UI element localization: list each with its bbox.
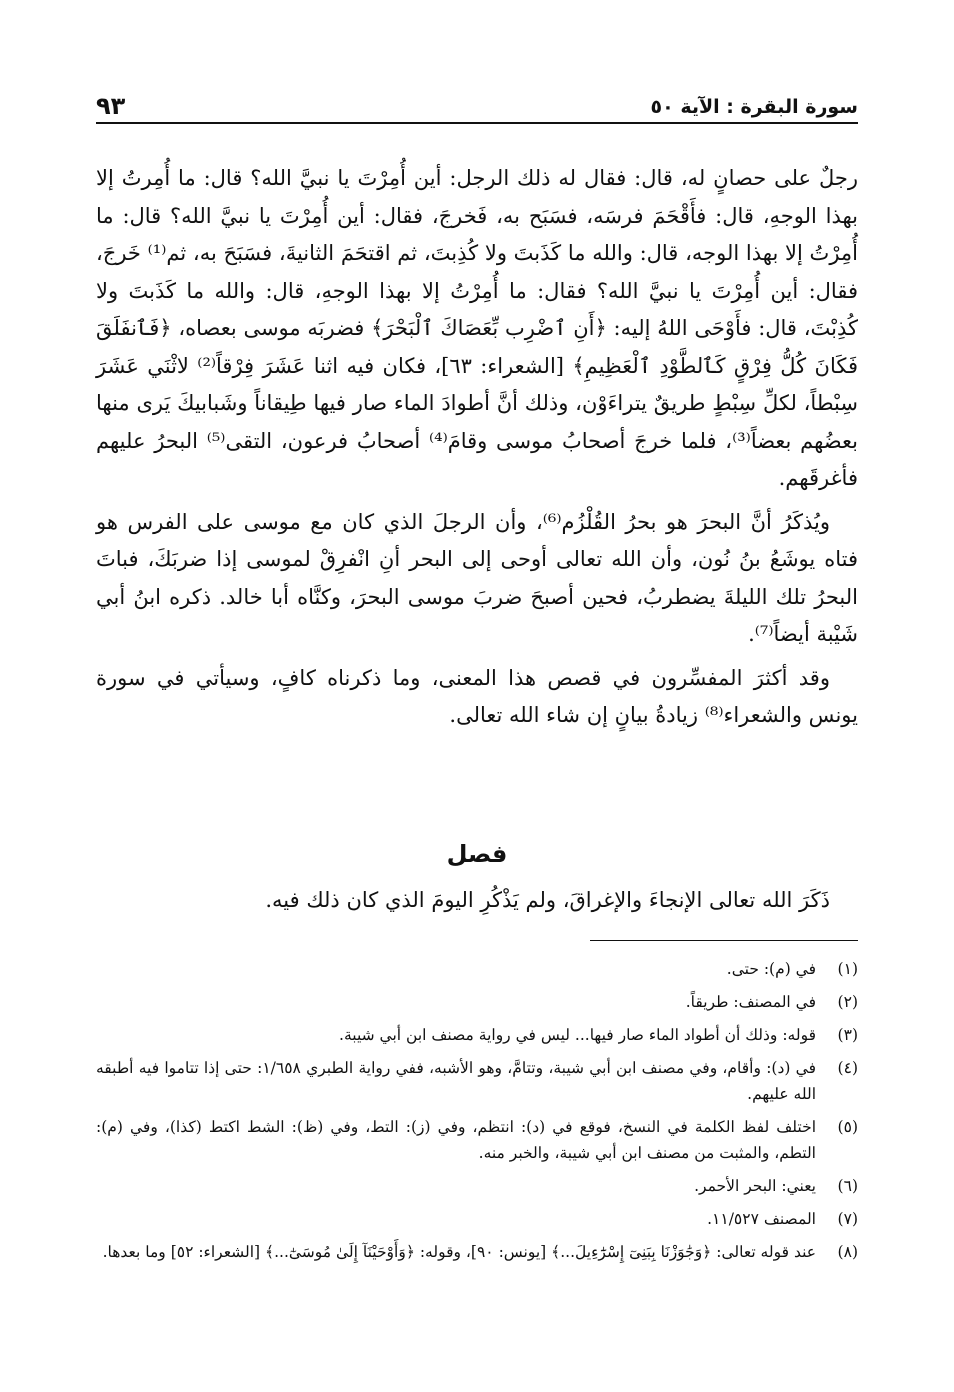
footnote-number: (٣) bbox=[837, 1026, 858, 1044]
paragraph: وقد أكثرَ المفسِّرون في قصص هذا المعنى، وما ذكرناه كافٍ، وسيأتي في سورة يونس والشعراء⁽⁸⁾ زيادةُ بيانٍ إن شاء الله تعالى. bbox=[96, 665, 858, 727]
section-heading: فصل bbox=[446, 840, 508, 868]
footnote bbox=[96, 1114, 858, 1166]
footnote-text: قوله: وذلك أن أطواد الماء صار فيها... ليس في رواية مصنف ابن أبي شيبة. bbox=[339, 1026, 816, 1044]
footnotes bbox=[96, 956, 858, 1272]
footnote-number: (٨) bbox=[837, 1243, 858, 1261]
footnote-number: (٢) bbox=[837, 993, 858, 1011]
footnote-text: في (د): وأقام، وفي مصنف ابن أبي شيبة، وتتامَّ، وهو الأشبه، ففي رواية الطبري ١/٦٥٨: حتى إذا تتاموا فيه أطبقه الله عليهم. bbox=[96, 1059, 816, 1103]
running-title: سورة البقرة : الآية ٥٠ bbox=[650, 96, 858, 118]
footnote bbox=[96, 1206, 858, 1232]
footnote-divider bbox=[590, 940, 858, 941]
footnote bbox=[96, 1022, 858, 1048]
paragraph: رجلٌ على حصانٍ له، قال: فقال له ذلك الرجل: أين أُمِرْتَ يا نبيَّ الله؟ قال: ما أُمِرتُ إلا بهذا الوجهِ، قال: فأَقْحَمَ فرسَه، فسَبَح به، فَخرجَ، فقال: أين أُمِرْتَ يا نبيَّ الله؟ قال: ما أُمِرْتُ إلا بهذا الوجه، قال: والله ما كَذَبتَ ولا كُذِبتَ، ثم اقتحَمَ الثانيةَ، فسَبَحَ به، ثم⁽¹⁾ خَرجَ، فقال: أين أُمِرْتَ يا نبيَّ الله؟ فقال: ما أُمِرْتُ إلا بهذا الوجهِ، قال: والله ما كَذَبتَ ولا كُذِبْتَ، قال: فأَوْحَى اللهُ إليه: ﴿أَنِ ٱضْرِب بِّعَصَاكَ ٱلْبَحْرَ﴾ فضربَه موسى بعصاه، ﴿فَٱنفَلَقَ فَكَانَ كُلُّ فِرْقٍ كَٱلطَّوْدِ ٱلْعَظِيمِ﴾ [الشعراء: ٦٣]، فكان فيه اثنا عَشَرَ فِرْقاً⁽²⁾ لاثْنَي عَشَرَ سِبْطاً، لكلِّ سِبْطٍ طريقٌ يتراءَوْن، وذلك أنَّ أطوادَ الماء صار فيها طِيقاناً وشَبابيكَ يَرى منها بعضُهم بعضاً⁽³⁾، فلما خرجَ أصحابُ موسى وقامَ⁽⁴⁾ أصحابُ فرعون، التقى⁽⁵⁾ البحرُ عليهم فأغرقَهم. bbox=[96, 166, 858, 490]
main-text bbox=[96, 160, 858, 735]
paragraph: ويُذكَرُ أنَّ البحرَ هو بحرُ القُلْزُم⁽⁶⁾، وأن الرجلَ الذي كان مع موسى على الفرس هو فتاه يوشَعُ بنُ نُون، وأن الله تعالى أوحى إلى البحر أنِ انْفرِقْ لموسى إذا ضربَكَ، فباتَ البحرُ تلك الليلةَ يضطربُ، فحين أصبحَ ضربَ موسى البحرَ، وكنَّاه أبا خالد. ذكره ابنُ أبي شَيْبة أيضاً⁽⁷⁾. bbox=[96, 509, 858, 646]
footnote bbox=[96, 1239, 858, 1265]
page-number: ٩٣ bbox=[96, 92, 126, 120]
footnote bbox=[96, 1173, 858, 1199]
footnote-number: (٦) bbox=[837, 1177, 858, 1195]
footnote-text: في المصنف: طريقاً. bbox=[685, 993, 816, 1011]
footnote bbox=[96, 1055, 858, 1107]
footnote-text: في (م): حتى. bbox=[726, 960, 816, 978]
footnote-text: يعني: البحر الأحمر. bbox=[694, 1177, 816, 1195]
footnote-number: (١) bbox=[837, 960, 858, 978]
footnote-text: اختلف لفظ الكلمة في النسخ، فوقع في (د): انتظم، وفي (ز): التط، وفي (ظ): الشط اكتط (كذا)، وفي (م): التطم، والمثبت من مصنف ابن أبي شيبة، والخبر منه. bbox=[96, 1118, 816, 1162]
footnote bbox=[96, 956, 858, 982]
footnote-text: المصنف ١١/٥٢٧. bbox=[707, 1210, 816, 1228]
footnote-text: عند قوله تعالى: ﴿وَجَٰوَزْنَا بِبَنِىٓ إِسْرَٰٓءِيلَ...﴾ [يونس: ٩٠]، وقوله: ﴿وَأَوْحَيْنَآ إِلَىٰ مُوسَىٰٓ...﴾ [الشعراء: ٥٢] وما بعدها. bbox=[102, 1243, 816, 1261]
footnote-number: (٧) bbox=[837, 1210, 858, 1228]
footnote-number: (٤) bbox=[837, 1059, 858, 1077]
footnote-number: (٥) bbox=[837, 1118, 858, 1136]
page-header bbox=[96, 88, 858, 124]
footnote bbox=[96, 989, 858, 1015]
section-paragraph: ذَكَرَ الله تعالى الإنجاءَ والإغراقَ، ولم يَذْكُرِ اليومَ الذي كان ذلك فيه. bbox=[265, 888, 830, 912]
